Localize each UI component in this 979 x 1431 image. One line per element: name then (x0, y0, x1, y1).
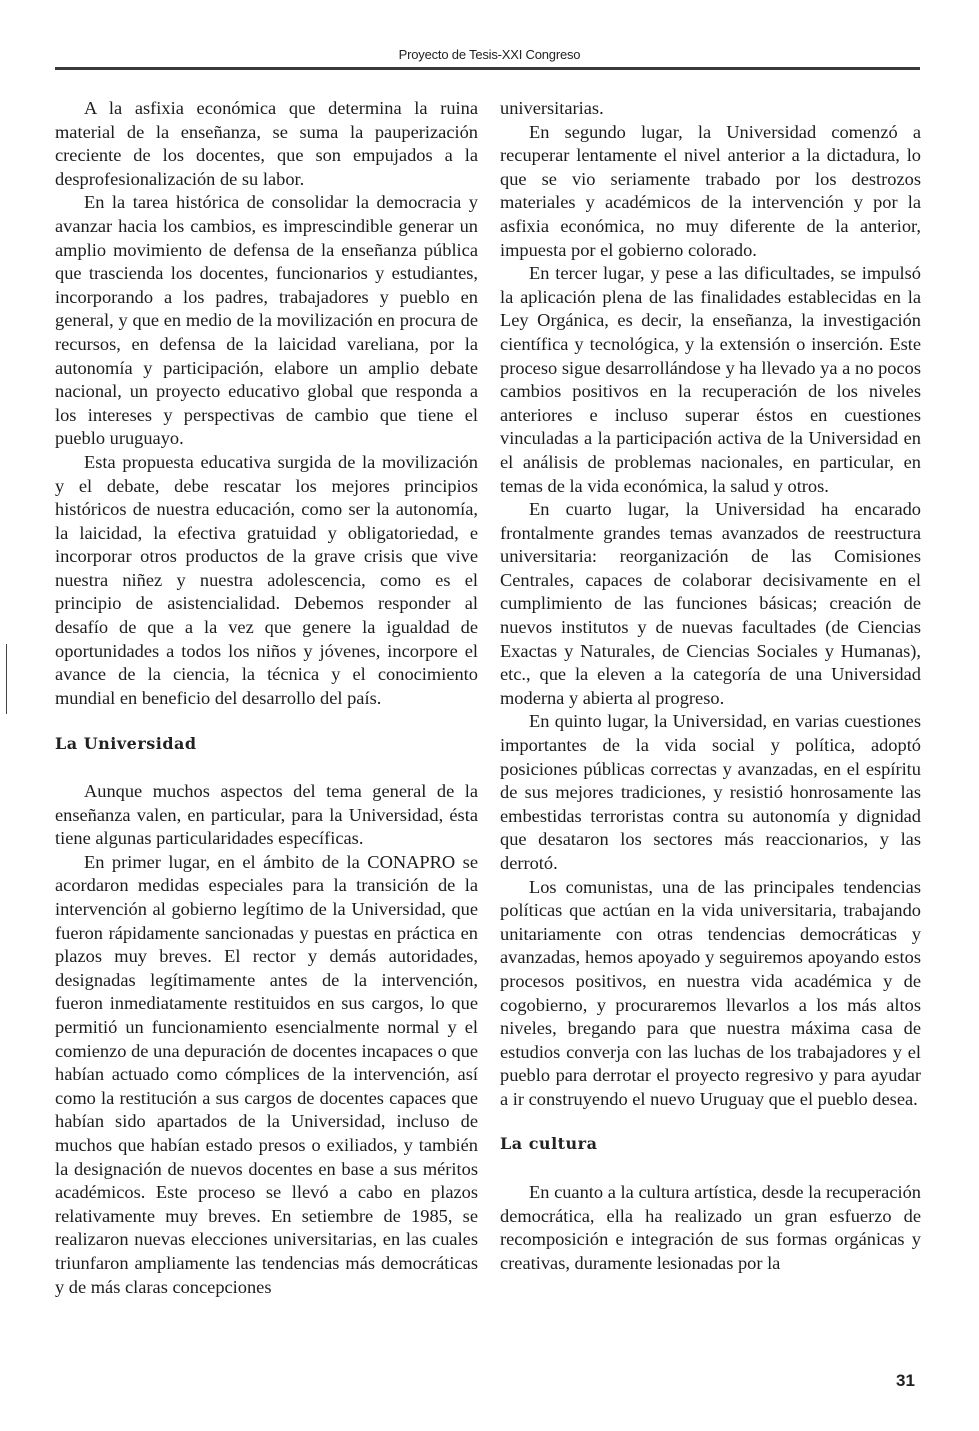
paragraph: En cuanto a la cultura artística, desde la recuperación democrática, ella ha realizado un gran esfuerzo de recomposición e integración de sus formas orgánicas y creativas, duramente lesionadas por la (500, 1182, 921, 1273)
paragraph-continuation: universitarias. (500, 98, 604, 118)
page-number: 31 (896, 1371, 915, 1390)
paragraph: En cuarto lugar, la Universidad ha encarado frontalmente grandes temas avanzados de reestructura universitaria: reorganización de las Comisiones Centrales, capaces de colaborar decisivamente en el cumplimiento de las funciones básicas; creación de nuevos institutos y de nuevas facultades (de Ciencias Exactas y Naturales, de Ciencias Sociales y Humanas), etc., que la eleven a la categoría de una Universidad moderna y abierta al progreso. (500, 499, 921, 708)
header-rule (55, 67, 920, 70)
section-heading-cultura: La cultura (500, 1133, 598, 1153)
running-header-title: Proyecto de Tesis-XXI Congreso (398, 47, 581, 62)
paragraph: Aunque muchos aspectos del tema general de la enseñanza valen, en particular, para la Universidad, ésta tiene algunas particularidades específicas. (55, 781, 478, 849)
paragraph: En la tarea histórica de consolidar la democracia y avanzar hacia los cambios, es imprescindible generar un amplio movimiento de defensa de la enseñanza pública que trascienda los docentes, funcionarios y estudiantes, incorporando a los padres, trabajadores y pueblo en general, y que en medio de la movilización en procura de recursos, en defensa de la laicidad vareliana, por la autonomía y participación, elabore un amplio debate nacional, un proyecto educativo global que responda a los intereses y perspectivas de cambio que tiene el pueblo uruguayo. (55, 192, 478, 449)
paragraph: Los comunistas, una de las principales tendencias políticas que actúan en la vida universitaria, trabajando unitariamente con otras tendencias democráticas y avanzadas, hemos apoyado y seguiremos apoyando estos procesos positivos, en nuestra vida académica y de cogobierno, y procuraremos llevarlos a los más altos niveles, bregando para que nuestra máxima casa de estudios converja con las luchas de los trabajadores y el pueblo para derrotar el proyecto regresivo y para ayudar a ir construyendo el nuevo Uruguay que el pueblo desea. (500, 876, 921, 1109)
left-column (55, 97, 478, 1299)
paragraph: En quinto lugar, la Universidad, en varias cuestiones importantes de la vida social y política, adoptó posiciones públicas correctas y avanzadas, en el espíritu de sus mejores tradiciones, y resistió honrosamente las embestidas terroristas contra su autonomía y dignidad que desataron los sectores más reaccionarios, y las derrotó. (500, 711, 921, 873)
right-column (500, 97, 921, 1276)
section-heading-universidad: La Universidad (55, 734, 197, 754)
paragraph: A la asfixia económica que determina la ruina material de la enseñanza, se suma la pauperización creciente de los docentes, que son empujados a la desprofesionalización de su labor. (55, 98, 478, 189)
paragraph: En tercer lugar, y pese a las dificultades, se impulsó la aplicación plena de las finalidades establecidas en la Ley Orgánica, es decir, la enseñanza, la investigación científica y tecnológica, y la extensión o inserción. Este proceso sigue desarrollándose y ha llevado ya a no pocos cambios positivos en la recuperación de los niveles anteriores e incluso superar éstos en cuestiones vinculadas a la participación activa de la Universidad en el análisis de problemas nacionales, en particular, en temas de la vida económica, la salud y otros. (500, 263, 921, 496)
paragraph: En segundo lugar, la Universidad comenzó a recuperar lentamente el nivel anterior a la dictadura, lo que se vio seriamente trabado por los destrozos materiales y académicos de la intervención y por la asfixia económica, no muy diferente de la anterior, impuesta por el gobierno colorado. (500, 121, 921, 260)
margin-mark (6, 644, 7, 714)
paragraph: Esta propuesta educativa surgida de la movilización y el debate, debe rescatar los mejores principios históricos de nuestra educación, como ser la autonomía, la laicidad, la efectiva gratuidad y obligatoriedad, e incorporar otros productos de la grave crisis que vive nuestra niñez y nuestra adolescencia, como es el principio de asistencialidad. Debemos responder al desafío de que a la vez que genere la igualdad de oportunidades a todos los niños y jóvenes, incorpore el avance de la ciencia, la técnica y el conocimiento mundial en beneficio del desarrollo del país. (55, 451, 478, 708)
paragraph: En primer lugar, en el ámbito de la CONAPRO se acordaron medidas especiales para la transición de la intervención al gobierno legítimo de la Universidad, que fueron rápidamente sancionadas y puestas en práctica en plazos muy breves. El rector y demás autoridades, designadas legítimamente antes de la intervención, fueron inmediatamente restituidos en sus cargos, lo que permitió un funcionamiento esencialmente normal y el comienzo de una depuración de docentes incapaces o que habían actuado como cómplices de la intervención, así como la restitución a sus cargos de docentes capaces que habían sido apartados de la Universidad, incluso de muchos que habían estado presos o exiliados, y también la designación de nuevos docentes en base a sus méritos académicos. Este proceso se llevó a cabo en plazos relativamente muy breves. En setiembre de 1985, se realizaron nuevas elecciones universitarias, en las cuales triunfaron ampliamente las tendencias más democráticas y de más claras concepciones (55, 851, 478, 1297)
